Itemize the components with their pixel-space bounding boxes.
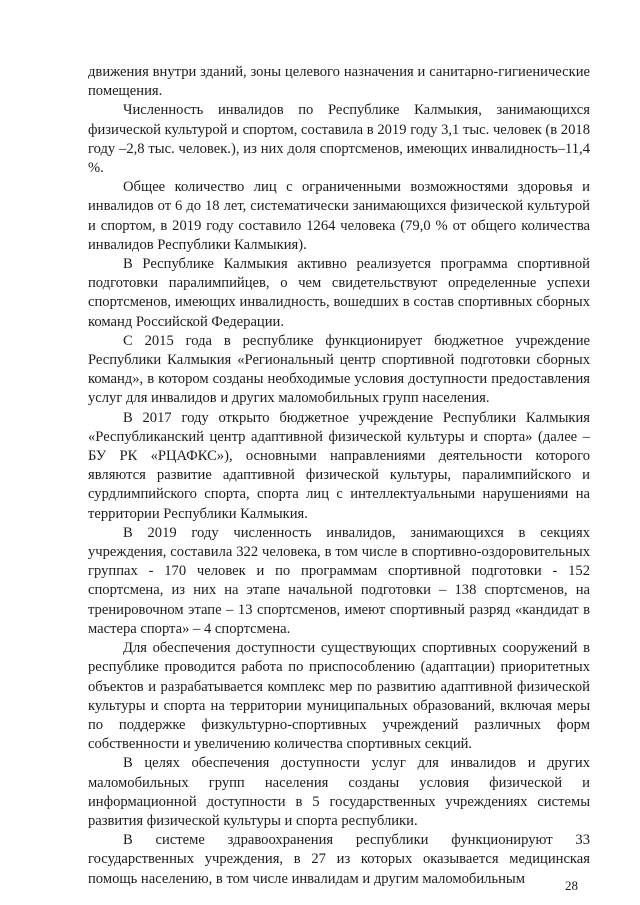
paragraph-regional-center: С 2015 года в республике функционирует бюджетное учреждение Республики Калмыкия «Региональный центр спортивной подготовки сборных команд», в котором созданы необходимые условия доступности предоставления услуг для инвалидов и других маломобильных групп населения. xyxy=(88,332,590,407)
page-number: 28 xyxy=(565,878,578,893)
paragraph-children-count: Общее количество лиц с ограниченными возможностями здоровья и инвалидов от 6 до 18 лет, систематически занимающихся физической культурой и спортом, в 2019 году составило 1264 человека (79,0 % от общего количества инвалидов Республики Калмыкия). xyxy=(88,179,590,253)
paragraph-paralympic-program: В Республике Калмыкия активно реализуется программа спортивной подготовки паралимпийцев, о чем свидетельствуют определенные успехи спортсменов, имеющих инвалидность, вошедших в состав спортивных сборных команд Российской Федерации. xyxy=(88,256,590,330)
paragraph-continuation: движения внутри зданий, зоны целевого назначения и санитарно-гигиенические помещения. xyxy=(88,64,590,100)
paragraph-facility-accessibility: Для обеспечения доступности существующих спортивных сооружений в республике проводится работа по приспособлению (адаптации) приоритетных объектов и разрабатывается комплекс мер по развитию адаптивной физической культуры и спорта на территории муниципальных образований, включая меры по поддержке физкультурно-спортивных учреждений различных форм собственности и увеличению количества спортивных секций. xyxy=(88,640,590,753)
body-text xyxy=(88,63,590,889)
paragraph-adaptive-center: В 2017 году открыто бюджетное учреждение Республики Калмыкия «Республиканский центр адаптивной физической культуры и спорта» (далее – БУ РК «РЦАФКС»), основными направлениями деятельности которого являются развитие адаптивной физической культуры, паралимпийского и сурдлимпийского спорта, спорта лиц с интеллектуальными нарушениями на территории Республики Калмыкия. xyxy=(88,409,590,522)
paragraph-2019-statistics: В 2019 году численность инвалидов, занимающихся в секциях учреждения, составила 322 человека, в том числе в спортивно-оздоровительных группах - 170 человек и по программам спортивной подготовки - 152 спортсмена, из них на этапе начальной подготовки – 138 спортсменов, на тренировочном этапе – 13 спортсменов, имеют спортивный разряд «кандидат в мастера спорта» – 4 спортсмена. xyxy=(88,524,590,637)
paragraph-service-accessibility: В целях обеспечения доступности услуг для инвалидов и других маломобильных групп населения созданы условия физической и информационной доступности в 5 государственных учреждениях системы развития физической культуры и спорта республики. xyxy=(88,755,590,829)
paragraph-disabled-athletes-count: Численность инвалидов по Республике Калмыкия, занимающихся физической культурой и спортом, составила в 2019 году 3,1 тыс. человек (в 2018 году –2,8 тыс. человек.), из них доля спортсменов, имеющих инвалидность–11,4 %. xyxy=(88,102,590,177)
paragraph-healthcare-system: В системе здравоохранения республики функционируют 33 государственных учреждения, в 27 из которых оказывается медицинская помощь населению, в том числе инвалидам и другим маломобильным xyxy=(88,832,590,887)
